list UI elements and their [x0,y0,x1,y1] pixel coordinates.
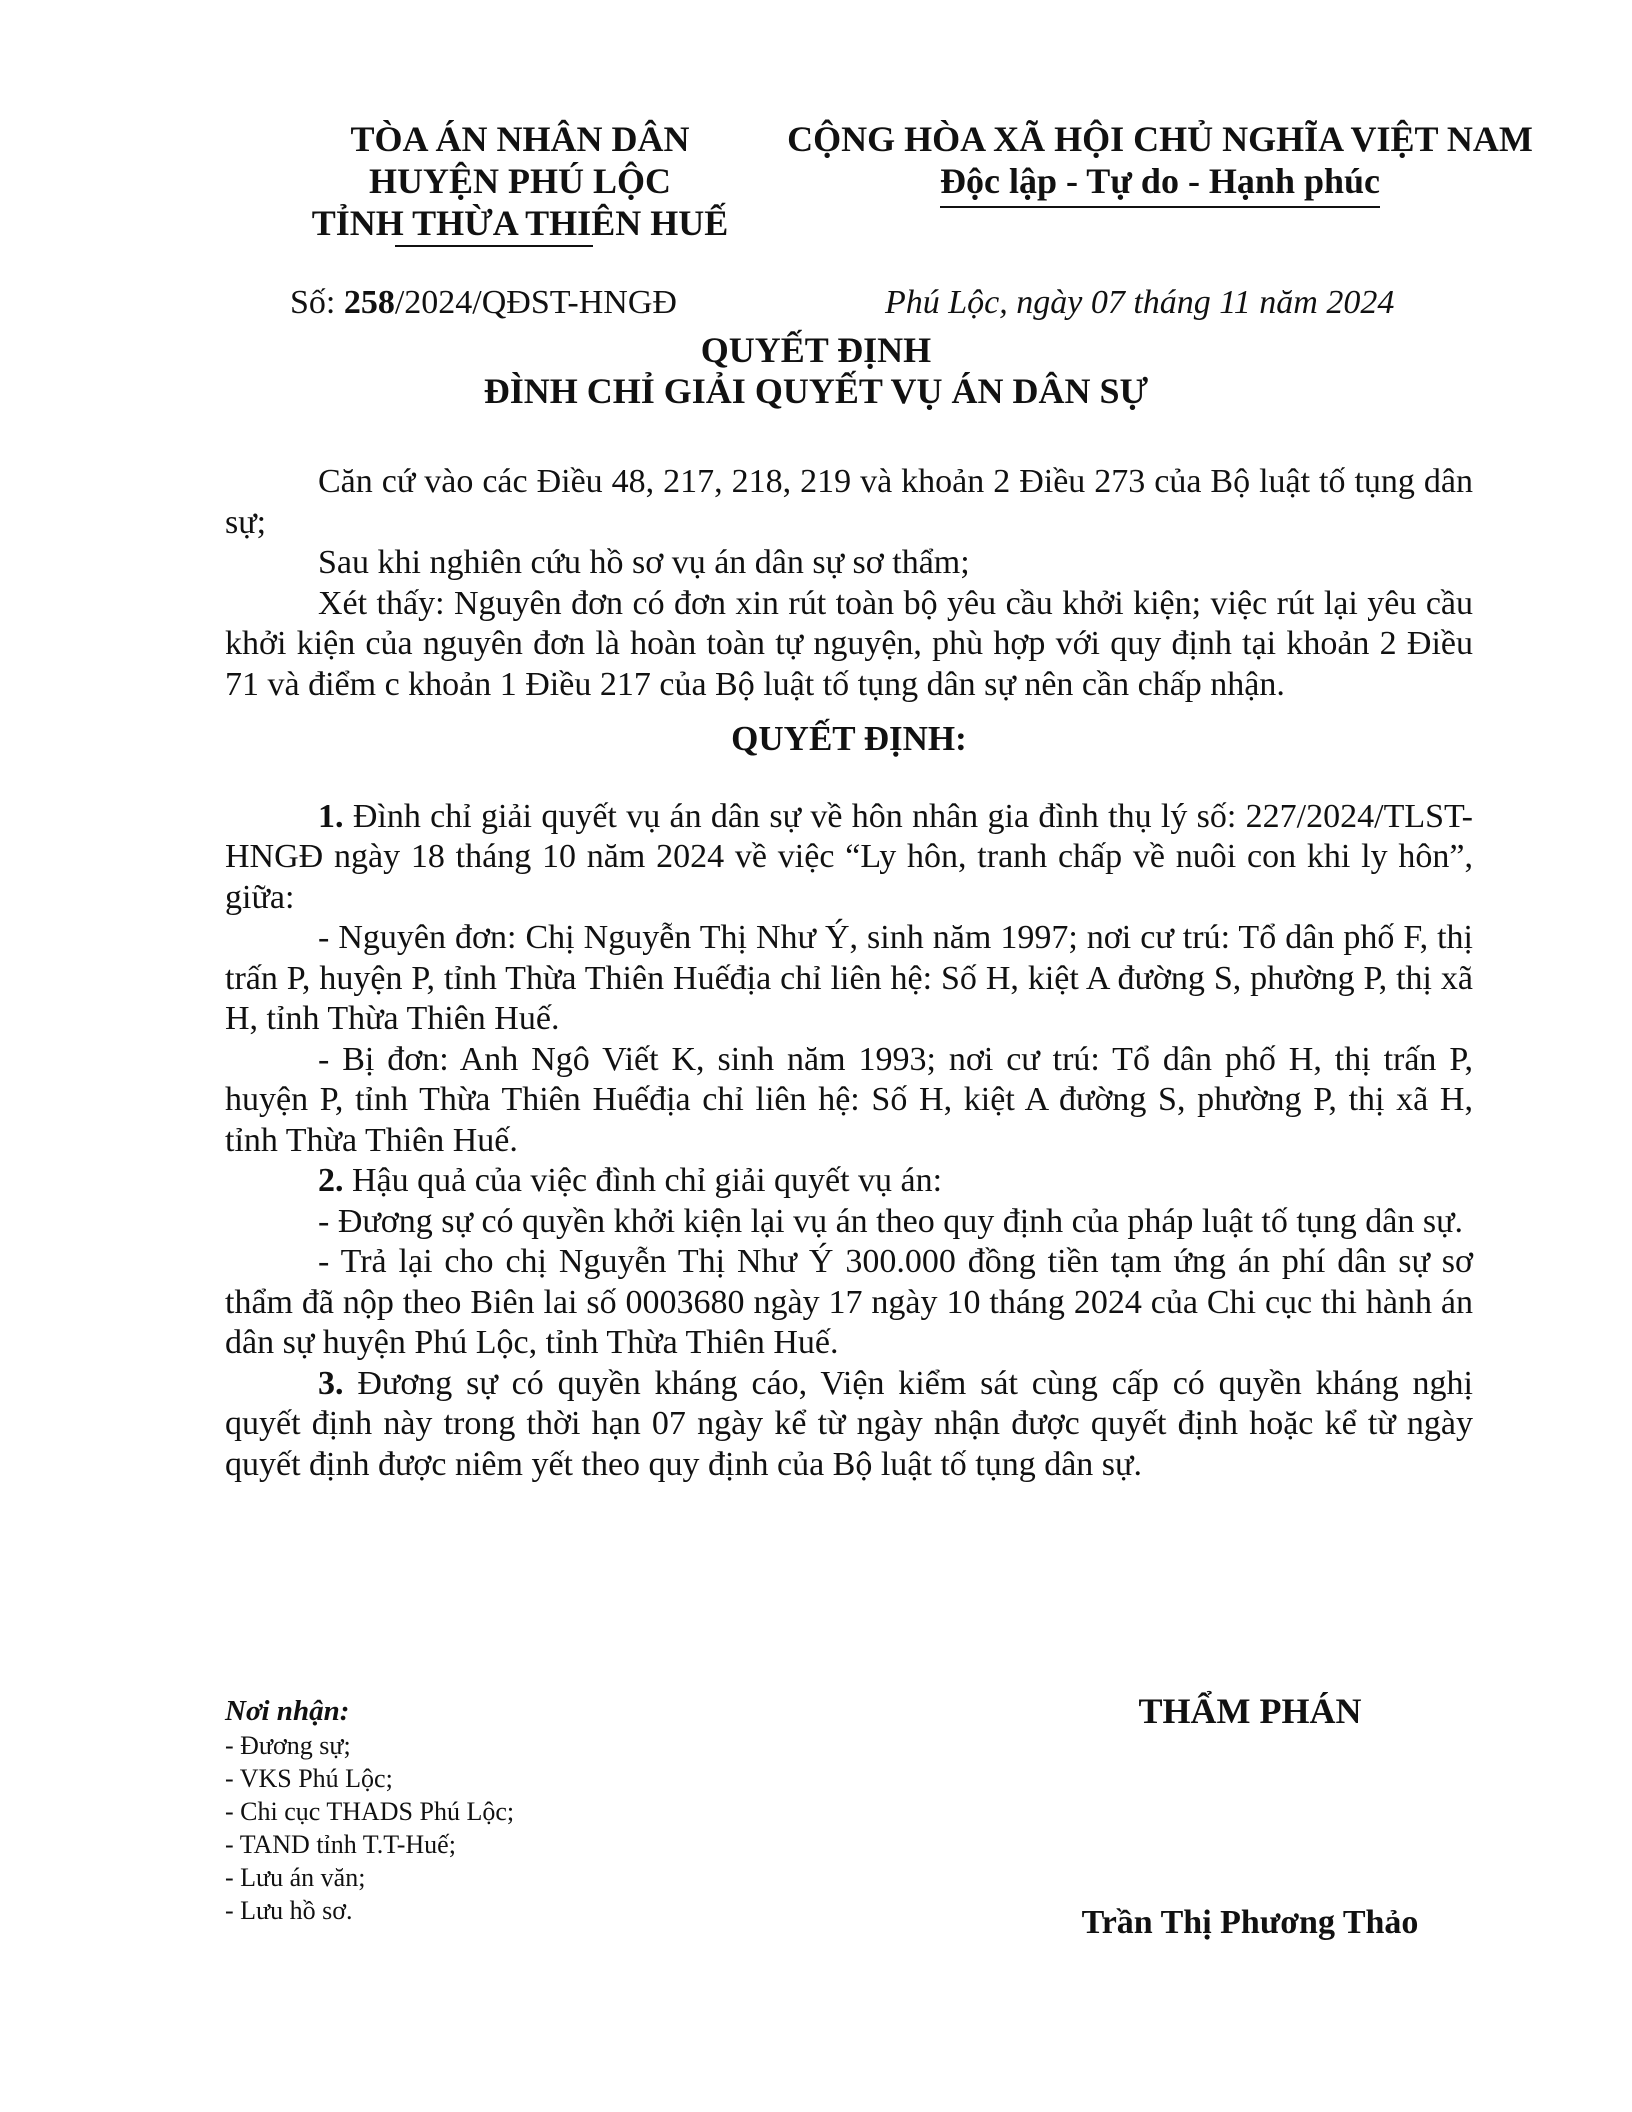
decision-item-2 [225,1161,1473,1202]
court-header [285,118,755,244]
document-title: QUYẾT ĐỊNH [700,330,932,370]
recipient-item: - TAND tỉnh T.T-Huế; [225,1830,456,1859]
place-date: Phú Lộc, ngày 07 tháng 11 năm 2024 [885,284,1395,321]
decision-item-3 [225,1364,1473,1486]
decision-item-1-text: Đình chỉ giải quyết vụ án dân sự về hôn nhân gia đình thụ lý số: 227/2024/TLST-HNGĐ ngày 18 tháng 10 năm 2024 về việc “Ly hôn, tranh chấp về nuôi con khi ly hôn”, giữa: [225,797,1473,916]
decision-number-value: 258 [343,284,395,321]
decision-item-1-number: 1. [318,797,344,835]
court-name-line2: HUYỆN PHÚ LỘC [368,161,671,201]
recipient-item: - Chi cục THADS Phú Lộc; [225,1797,515,1826]
recipient-item: - Lưu án văn; [225,1863,366,1892]
decision-heading: QUYẾT ĐỊNH: [731,719,967,758]
plaintiff-info: - Nguyên đơn: Chị Nguyễn Thị Như Ý, sinh năm 1997; nơi cư trú: Tổ dân phố F, thị trấn P, huyện P, tỉnh Thừa Thiên Huếđịa chỉ liên hệ: Số H, kiệt A đường S, phường P, thị xã H, tỉnh Thừa Thiên Huế. [225,919,1473,1037]
decision-item-1 [225,797,1473,919]
preamble-review: Sau khi nghiên cứu hồ sơ vụ án dân sự sơ thẩm; [318,544,970,581]
document-body [225,462,1473,1485]
nation-header [780,118,1540,202]
decision-number [290,283,677,323]
signer-name: Trần Thị Phương Thảo [1081,1904,1419,1941]
signer-title: THẨM PHÁN [1138,1691,1362,1731]
court-header-underline [395,245,593,247]
recipients-block [225,1693,514,1927]
decision-item-3-number: 3. [318,1364,344,1402]
preamble-basis: Căn cứ vào các Điều 48, 217, 218, 219 và khoản 2 Điều 273 của Bộ luật tố tụng dân sự; [225,463,1473,541]
preamble-consideration: Xét thấy: Nguyên đơn có đơn xin rút toàn bộ yêu cầu khởi kiện; việc rút lại yêu cầu khởi kiện của nguyên đơn là hoàn toàn tự nguyện, phù hợp với quy định tại khoản 2 Điều 71 và điểm c khoản 1 Điều 217 của Bộ luật tố tụng dân sự nên cần chấp nhận. [225,584,1473,703]
consequence-refile: - Đương sự có quyền khởi kiện lại vụ án theo quy định của pháp luật tố tụng dân sự. [318,1202,1464,1240]
recipient-item: - VKS Phú Lộc; [225,1764,393,1793]
decision-item-2-number: 2. [318,1162,344,1199]
document-subtitle: ĐÌNH CHỈ GIẢI QUYẾT VỤ ÁN DÂN SỰ [483,371,1149,411]
consequence-refund: - Trả lại cho chị Nguyễn Thị Như Ý 300.000 đồng tiền tạm ứng án phí dân sự sơ thẩm đã nộp theo Biên lai số 0003680 ngày 17 ngày 10 tháng 2024 của Chi cục thi hành án dân sự huyện Phú Lộc, tỉnh Thừa Thiên Huế. [225,1243,1473,1361]
nation-motto: Độc lập - Tự do - Hạnh phúc [939,161,1381,201]
recipient-item: - Đương sự; [225,1731,351,1760]
decision-item-2-text: Hậu quả của việc đình chỉ giải quyết vụ án: [343,1162,943,1199]
nation-name: CỘNG HÒA XÃ HỘI CHỦ NGHĨA VIỆT NAM [787,119,1533,159]
decision-number-prefix: Số: [290,284,344,321]
motto-underline [940,206,1380,208]
court-name-line1: TÒA ÁN NHÂN DÂN [350,119,690,159]
decision-number-suffix: /2024/QĐST-HNGĐ [394,284,677,321]
defendant-info: - Bị đơn: Anh Ngô Viết K, sinh năm 1993; nơi cư trú: Tổ dân phố H, thị trấn P, huyện P, tỉnh Thừa Thiên Huếđịa chỉ liên hệ: Số H, kiệt A đường S, phường P, thị xã H, tỉnh Thừa Thiên Huế. [225,1040,1473,1159]
recipient-item: - Lưu hồ sơ. [225,1896,353,1925]
court-name-line3: TỈNH THỪA THIÊN HUẾ [311,203,729,243]
decision-item-3-text: Đương sự có quyền kháng cáo, Viện kiểm sát cùng cấp có quyền kháng nghị quyết định này trong thời hạn 07 ngày kể từ ngày nhận được quyết định hoặc kể từ ngày quyết định được niêm yết theo quy định của Bộ luật tố tụng dân sự. [225,1364,1473,1483]
nation-motto-wrap [940,160,1380,202]
recipients-heading: Nơi nhận: [225,1695,350,1727]
